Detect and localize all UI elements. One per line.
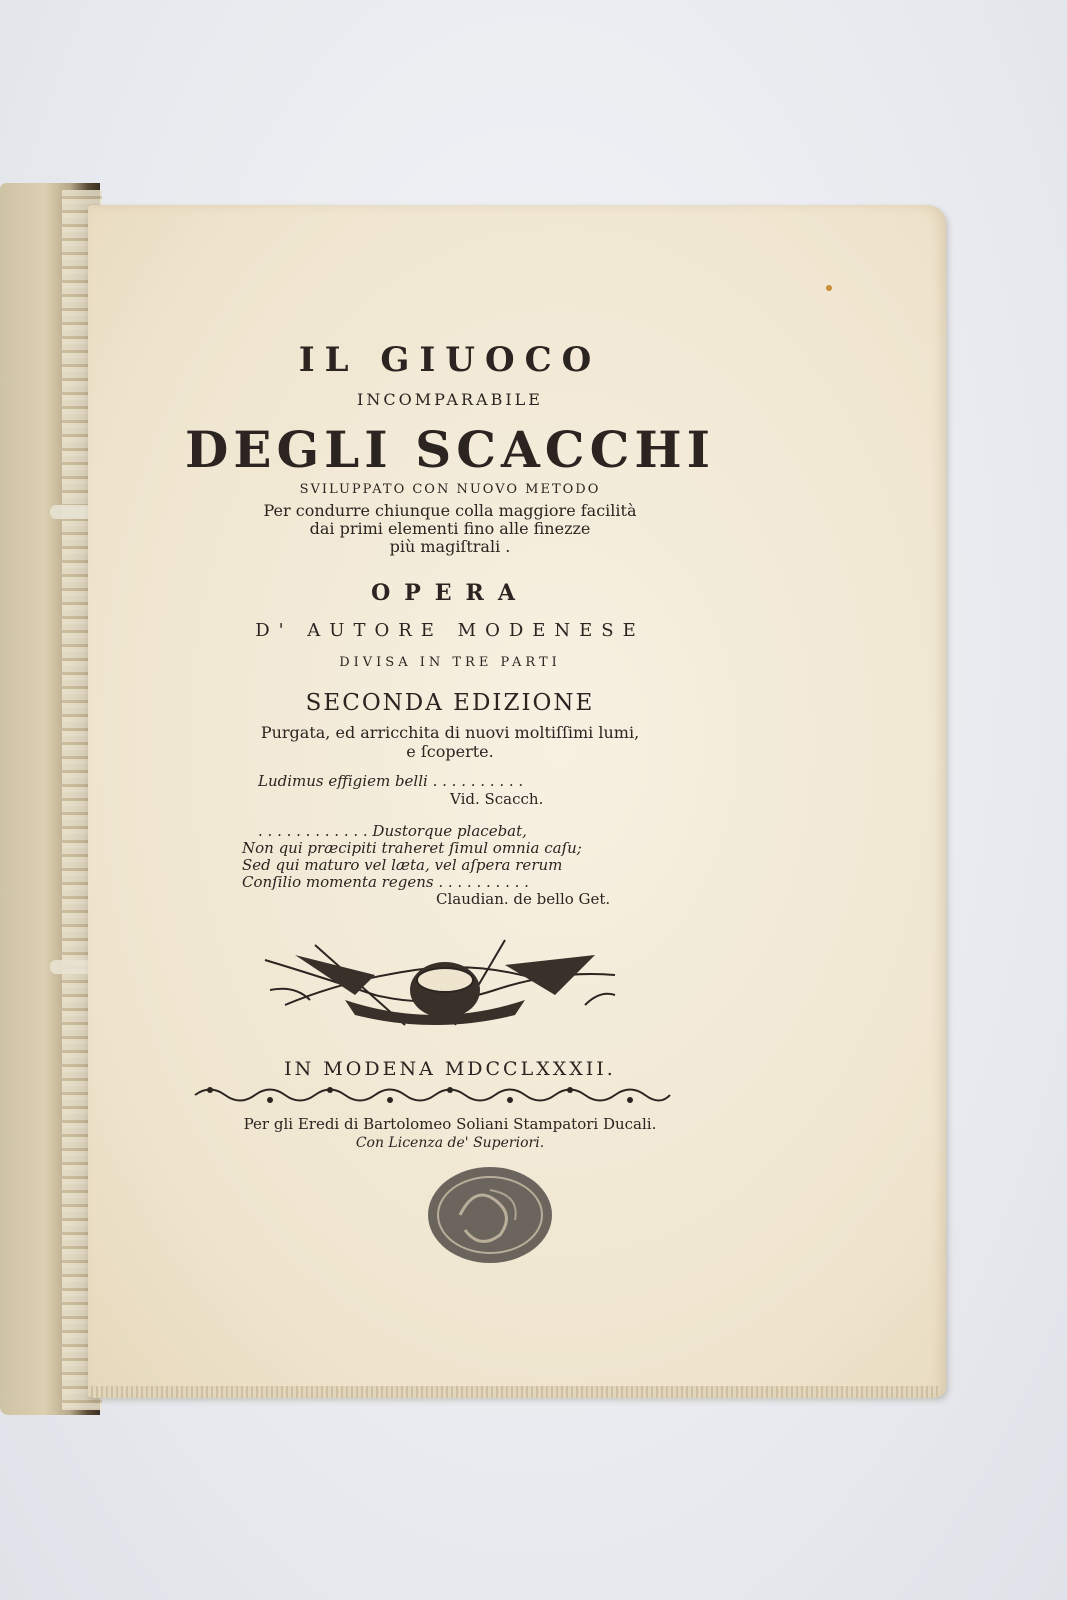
edition-heading: SECONDA EDIZIONE <box>305 690 595 716</box>
quote-1-text: Ludimus effigiem belli . . . . . . . . . . <box>258 772 524 790</box>
title-line-1: IL GIUOCO <box>298 340 602 380</box>
page-bottom-edge <box>88 1386 940 1398</box>
title-line-2: INCOMPARABILE <box>357 390 543 409</box>
divisa-line: DIVISA IN TRE PARTI <box>339 655 561 670</box>
description-line: Per condurre chiunque colla maggiore facilità <box>263 501 637 520</box>
edition-note-line: e ſcoperte. <box>406 742 494 761</box>
description-line: più magiſtrali . <box>389 537 511 556</box>
trophy-ornament <box>255 935 625 1035</box>
opera-heading: OPERA <box>371 580 529 606</box>
quote-2-line: Conſilio momenta regens . . . . . . . . . . <box>242 873 529 891</box>
quote-2-line: Sed qui maturo vel læta, vel aſpera rerum <box>242 856 563 874</box>
quote-2-line: . . . . . . . . . . . . Duѕtorque placebat, <box>258 822 527 840</box>
title-line-3: DEGLI SCACCHI <box>184 420 716 479</box>
subtitle: SVILUPPATO CON NUOVO METODO <box>299 482 601 497</box>
description-line: dai primi elementi fino alle finezze <box>309 519 591 538</box>
imprint-line: IN MODENA MDCCLXXXII. <box>284 1058 616 1080</box>
quote-2-source: Claudian. de bello Get. <box>436 890 611 908</box>
quote-1-source: Vid. Scacch. <box>450 790 544 808</box>
library-stamp <box>420 1160 560 1270</box>
floral-border <box>190 1082 675 1108</box>
quote-2-line: Non qui præcipiti traheret ſimul omnia caſu; <box>242 839 582 857</box>
foxing-spot <box>826 285 832 291</box>
licence-line: Con Licenza de' Superiori. <box>355 1135 545 1151</box>
printer-line: Per gli Eredi di Bartolomeo Soliani Stampatori Ducali. <box>243 1115 657 1133</box>
author-line: D' AUTORE MODENESE <box>255 620 645 641</box>
edition-note-line: Purgata, ed arricchita di nuovi moltiſſimi lumi, <box>260 723 640 742</box>
